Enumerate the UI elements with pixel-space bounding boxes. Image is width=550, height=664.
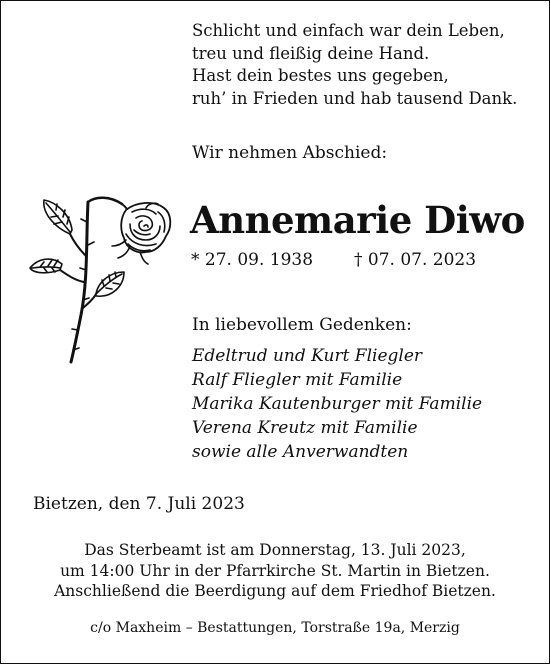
- rose-icon: [26, 190, 176, 368]
- service-line: Anschließend die Beerdigung auf dem Friedhof Bietzen.: [54, 582, 496, 600]
- mourner-entry: sowie alle Anverwandten: [192, 442, 409, 462]
- mourner-entry: Verena Kreutz mit Familie: [192, 418, 418, 438]
- poem-line: Schlicht und einfach war dein Leben,: [192, 21, 505, 40]
- mourner-entry: Edeltrud und Kurt Fliegler: [192, 346, 423, 366]
- service-line: um 14:00 Uhr in der Pfarrkirche St. Martin in Bietzen.: [60, 561, 490, 580]
- memorial-poem: [192, 20, 517, 110]
- mourner-entry: Marika Kautenburger mit Familie: [192, 394, 483, 414]
- mourners-list: [192, 344, 482, 464]
- place-date: Bietzen, den 7. Juli 2023: [33, 494, 245, 514]
- farewell-line: Wir nehmen Abschied:: [192, 143, 388, 163]
- birth-date: * 27. 09. 1938: [191, 250, 314, 270]
- poem-line: Hast dein bestes uns gegeben,: [192, 66, 449, 85]
- memory-intro: In liebevollem Gedenken:: [192, 315, 412, 335]
- service-line: Das Sterbeamt ist am Donnerstag, 13. Juli 2023,: [84, 541, 466, 559]
- undertaker-line: c/o Maxheim – Bestattungen, Torstraße 19a, Merzig: [90, 620, 460, 636]
- deceased-name: Annemarie Diwo: [190, 198, 525, 242]
- death-date: † 07. 07. 2023: [354, 250, 477, 270]
- service-details: [0, 540, 550, 602]
- poem-line: treu und fleißig deine Hand.: [192, 43, 430, 63]
- poem-line: ruh’ in Frieden und hab tausend Dank.: [192, 88, 518, 108]
- mourner-entry: Ralf Fliegler mit Familie: [192, 370, 403, 390]
